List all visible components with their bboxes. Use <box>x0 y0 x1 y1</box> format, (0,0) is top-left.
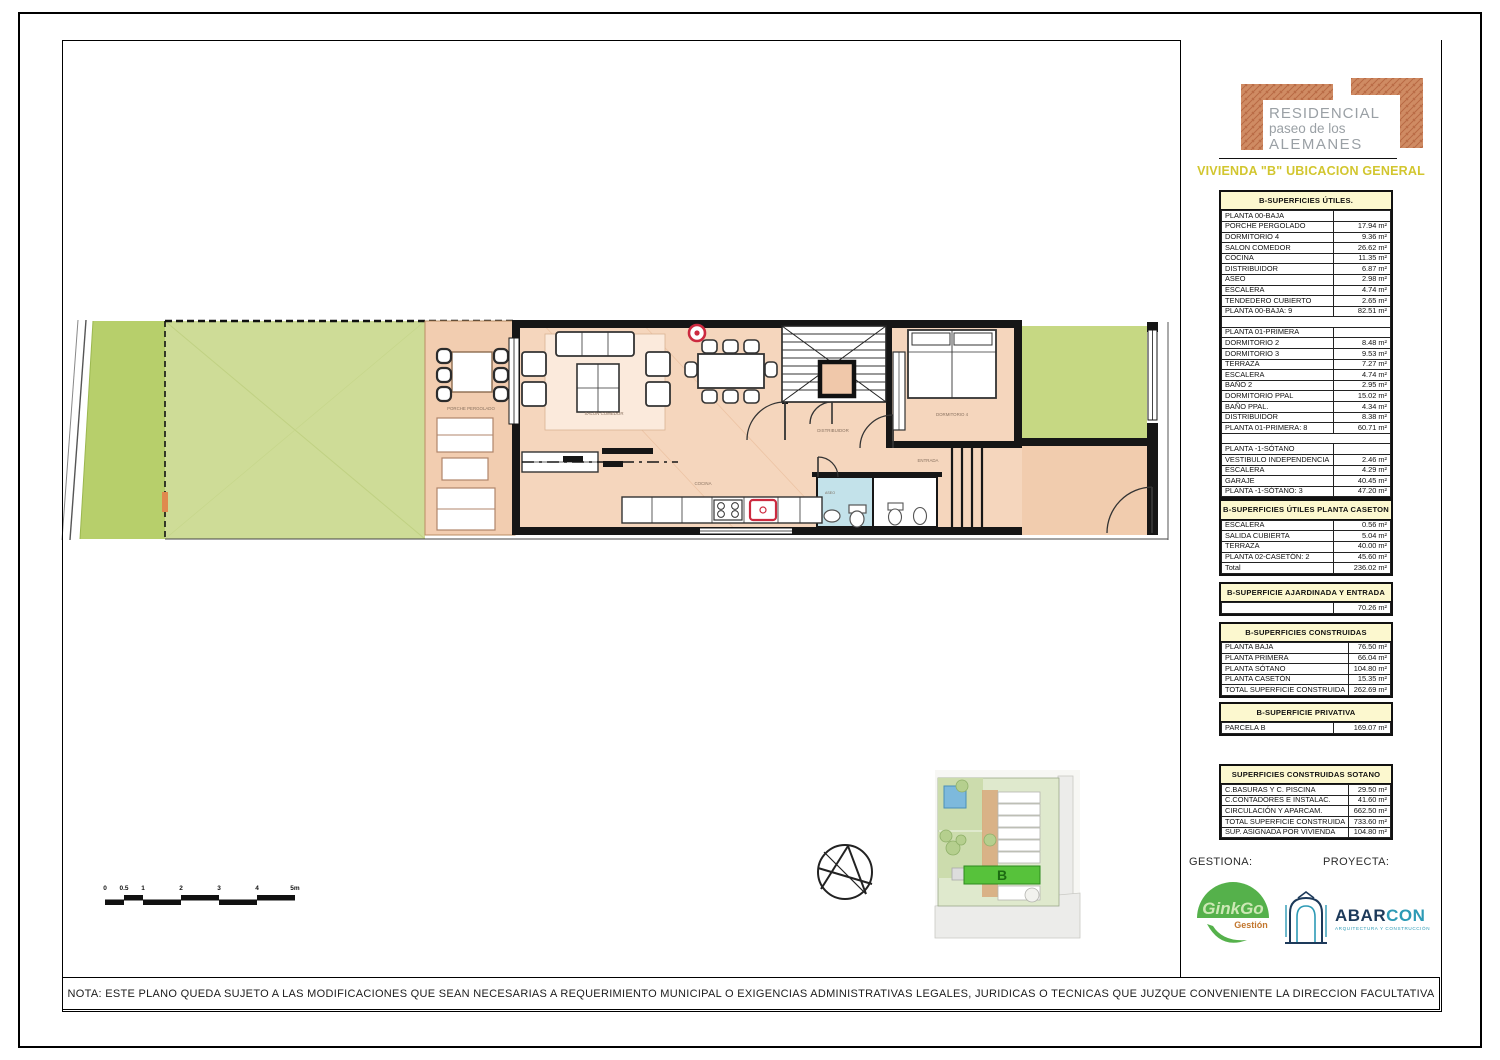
table-row: TENDEDERO CUBIERTO 2.65 m² <box>1222 296 1391 307</box>
table-row: TERRAZA 40.00 m² <box>1222 541 1391 552</box>
table-row: COCINA 11.35 m² <box>1222 253 1391 264</box>
table-row: SALON COMEDOR 26.62 m² <box>1222 243 1391 254</box>
svg-text:4: 4 <box>255 885 259 892</box>
table-row: PLANTA -1-SÓTANO: 3 47.20 m² <box>1222 486 1391 497</box>
note-strip <box>62 977 1440 1010</box>
aseo-label: ASEO <box>825 491 835 495</box>
bedroom-label: DORMITORIO 4 <box>935 412 969 417</box>
table-row: DORMITORIO 2 8.48 m² <box>1222 338 1391 349</box>
abarcon-logo <box>1283 888 1435 950</box>
table-row: TOTAL SUPERFICIE CONSTRUIDA 262.69 m² <box>1222 685 1391 696</box>
table-row: ESCALERA 4.74 m² <box>1222 285 1391 296</box>
site-plan-unit-label: B <box>996 867 1008 883</box>
table-row: C.CONTADORES E INSTALAC. 41.60 m² <box>1222 795 1391 806</box>
distribuidor-label: DISTRIBUIDOR <box>817 428 849 433</box>
cocina-label: COCINA <box>694 481 712 486</box>
table-row: ESCALERA 0.56 m² <box>1222 520 1391 531</box>
right-panel <box>1180 40 1441 977</box>
table-privativa <box>1219 702 1393 736</box>
table-utiles-caseton <box>1219 499 1393 575</box>
table-row: PLANTA CASETÓN 15.35 m² <box>1222 674 1391 685</box>
svg-text:1: 1 <box>141 885 145 892</box>
table-ajardinada <box>1219 582 1393 616</box>
table-row: C.BASURAS Y C. PISCINA 29.50 m² <box>1222 785 1391 796</box>
table-row: PLANTA 01-PRIMERA <box>1222 327 1391 338</box>
table-row: CIRCULACIÓN Y APARCAM. 662.50 m² <box>1222 806 1391 817</box>
table-row: PLANTA -1-SÓTANO <box>1222 444 1391 455</box>
table-row: VESTIBULO INDEPENDENCIA 2.46 m² <box>1222 455 1391 466</box>
svg-text:3: 3 <box>217 885 221 892</box>
table-header: B-SUPERFICIE PRIVATIVA <box>1221 704 1391 722</box>
brand-divider <box>1219 158 1397 159</box>
table-row: BAÑO PPAL. 4.34 m² <box>1222 402 1391 413</box>
table-row: PLANTA 01-PRIMERA: 8 60.71 m² <box>1222 423 1391 434</box>
table-row <box>1222 317 1391 328</box>
brand-line1: RESIDENCIAL <box>1269 105 1381 122</box>
table-row <box>1222 433 1391 444</box>
table-row: Total 236.02 m² <box>1222 563 1391 574</box>
table-row: PLANTA SÓTANO 104.80 m² <box>1222 664 1391 675</box>
abarcon-text <box>1335 907 1430 931</box>
svg-text:2: 2 <box>179 885 183 892</box>
table-row: ASEO 2.98 m² <box>1222 274 1391 285</box>
table-row: TERRAZA 7.27 m² <box>1222 359 1391 370</box>
table-row: ESCALERA 4.29 m² <box>1222 465 1391 476</box>
table-header: B-SUPERFICIES ÚTILES PLANTA CASETON <box>1221 501 1391 519</box>
table-row: GARAJE 40.45 m² <box>1222 476 1391 487</box>
area-tables <box>1219 190 1393 840</box>
table-row: BAÑO 2 2.95 m² <box>1222 380 1391 391</box>
table-row: DORMITORIO 4 9.36 m² <box>1222 232 1391 243</box>
table-row: TOTAL SUPERFICIE CONSTRUIDA 733.60 m² <box>1222 817 1391 828</box>
gestiona-label: GESTIONA: <box>1189 856 1253 868</box>
abarcon-name-dark: ABAR <box>1335 906 1387 925</box>
table-row: PLANTA 02-CASETÓN: 2 45.60 m² <box>1222 552 1391 563</box>
ginkgo-logo <box>1191 876 1281 956</box>
svg-text:0: 0 <box>103 885 107 892</box>
ginkgo-name: GinkGo <box>1202 899 1264 918</box>
table-row: DORMITORIO PPAL 15.02 m² <box>1222 391 1391 402</box>
table-row: 70.26 m² <box>1222 603 1391 614</box>
proyecta-label: PROYECTA: <box>1323 856 1390 868</box>
table-row: PORCHE PERGOLADO 17.94 m² <box>1222 221 1391 232</box>
table-row: PARCELA B 169.07 m² <box>1222 723 1391 734</box>
table-header: SUPERFICIES CONSTRUIDAS SOTANO <box>1221 766 1391 784</box>
table-row: PLANTA 00-BAJA <box>1222 211 1391 222</box>
entrada-label: ENTRADA <box>917 458 939 463</box>
table-row: SALIDA CUBIERTA 5.04 m² <box>1222 531 1391 542</box>
abarcon-name-light: CON <box>1386 906 1426 925</box>
table-sotano <box>1219 764 1393 840</box>
porch-label: PORCHE PERGOLADO <box>447 406 495 411</box>
brand-line2: paseo de los <box>1269 121 1346 136</box>
brand-line3: ALEMANES <box>1269 136 1363 153</box>
table-header: B-SUPERFICIES CONSTRUIDAS <box>1221 624 1391 642</box>
note-text: NOTA: ESTE PLANO QUEDA SUJETO A LAS MODIFICACIONES QUE SEAN NECESARIAS A REQUERIMIENTO MUNICIPAL O EXIGENCIAS ADMINISTRATIVAS LEGALES, JURIDICAS O TECNICAS QUE JUZQUE CONVENIENTE LA DIRECCION FACULTATIVA <box>67 987 1435 1000</box>
residencial-logo <box>1239 78 1429 156</box>
page-title: VIVIENDA "B" UBICACION GENERAL <box>1197 164 1425 178</box>
table-row: PLANTA 00-BAJA: 9 82.51 m² <box>1222 306 1391 317</box>
table-row: SUP. ASIGNADA POR VIVIENDA 104.80 m² <box>1222 827 1391 838</box>
table-header: B-SUPERFICIES ÚTILES. <box>1221 192 1391 210</box>
abarcon-tagline: ARQUITECTURA Y CONSTRUCCIÓN <box>1335 926 1431 931</box>
table-construidas <box>1219 622 1393 698</box>
salon-label: SALON COMEDOR <box>584 411 624 416</box>
table-row: PLANTA PRIMERA 66.04 m² <box>1222 653 1391 664</box>
table-row: DISTRIBUIDOR 8.38 m² <box>1222 412 1391 423</box>
svg-text:0.5: 0.5 <box>119 885 129 892</box>
ginkgo-sub: Gestión <box>1234 920 1268 930</box>
table-row: DISTRIBUIDOR 6.87 m² <box>1222 264 1391 275</box>
table-row: DORMITORIO 3 9.53 m² <box>1222 349 1391 360</box>
svg-text:5m: 5m <box>290 885 300 892</box>
abarcon-arch-icon <box>1283 891 1329 947</box>
table-header: B-SUPERFICIE AJARDINADA Y ENTRADA <box>1221 584 1391 602</box>
table-row: ESCALERA 4.74 m² <box>1222 370 1391 381</box>
table-row: PLANTA BAJA 76.50 m² <box>1222 642 1391 653</box>
table-superficies-utiles <box>1219 190 1393 499</box>
